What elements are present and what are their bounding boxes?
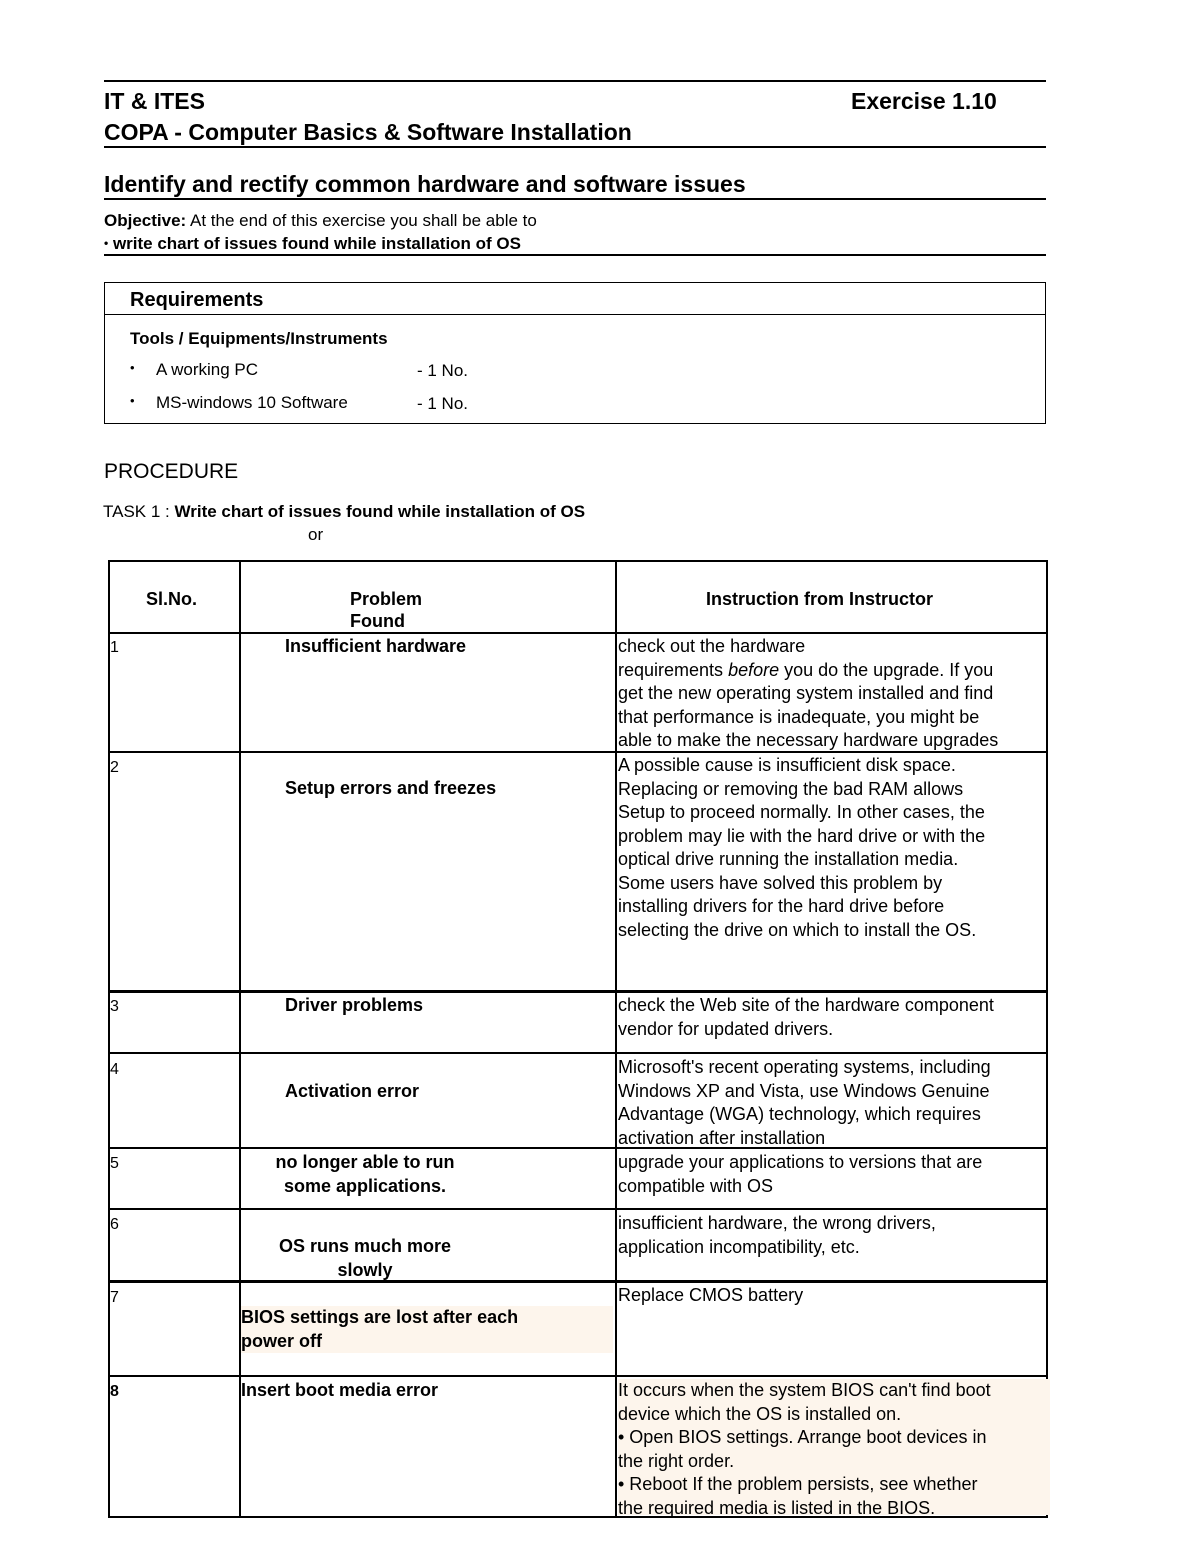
requirement-name: MS-windows 10 Software [156, 393, 348, 412]
instruction-cell [618, 1284, 1050, 1308]
problem-line: BIOS settings are lost after each [241, 1307, 519, 1327]
instruction-line: Advantage (WGA) technology, which requires [618, 1104, 981, 1124]
title-rule [104, 198, 1046, 200]
header-sl-no: Sl.No. [146, 589, 198, 609]
instruction-line: that performance is inadequate, you might be [618, 706, 980, 727]
row-number: 7 [110, 1289, 119, 1306]
instruction-line: able to make the necessary hardware upgrades [618, 730, 999, 750]
column-divider [615, 562, 617, 1516]
objective [104, 211, 537, 231]
header-instruction: Instruction from Instructor [706, 589, 934, 609]
requirement-item [130, 393, 348, 413]
objective-item [104, 234, 521, 254]
row-divider [110, 990, 1046, 993]
objective-item-text: write chart of issues found while installation of OS [112, 234, 521, 253]
instruction-line: selecting the drive on which to install the OS. [618, 919, 977, 940]
instruction-line: It occurs when the system BIOS can't find boot [618, 1380, 991, 1400]
problem-cell [285, 777, 496, 801]
problem-line: OS runs much more [278, 1236, 452, 1256]
instruction-line: requirements before you do the upgrade. If you [618, 659, 994, 680]
issues-table [108, 560, 1048, 1518]
requirement-name: A working PC [156, 360, 259, 379]
row-number: 5 [110, 1155, 119, 1172]
task-label: TASK 1 : [103, 502, 170, 521]
objective-label: Objective: [104, 211, 187, 230]
column-divider [239, 562, 241, 1516]
objective-bullet: • [104, 236, 109, 250]
instruction-line: device which the OS is installed on. [618, 1403, 902, 1424]
row-divider [110, 1052, 1046, 1054]
instruction-line: Windows XP and Vista, use Windows Genuine [618, 1080, 990, 1101]
header-rule [104, 146, 1046, 148]
problem-cell [285, 1080, 419, 1104]
problem-cell [240, 1151, 490, 1198]
instruction-cell [618, 1056, 1050, 1150]
row-divider [110, 1208, 1046, 1210]
problem-cell [241, 1379, 438, 1403]
objective-rule [104, 254, 1046, 256]
instruction-cell [618, 1151, 1050, 1198]
instruction-line: Replacing or removing the bad RAM allows [618, 778, 964, 799]
instruction-line: optical drive running the installation media. [618, 849, 959, 869]
problem-line: Insert boot media error [241, 1380, 439, 1400]
problem-cell [285, 635, 466, 659]
instruction-line: • Open BIOS settings. Arrange boot devices in [618, 1427, 987, 1447]
header-problem: Problem [350, 589, 423, 609]
problem-line: slowly [337, 1259, 393, 1280]
instruction-line: get the new operating system installed and find [618, 683, 994, 703]
top-rule [104, 80, 1046, 82]
problem-line: Setup errors and freezes [285, 778, 497, 798]
problem-line: no longer able to run [275, 1152, 455, 1172]
instruction-cell [618, 1379, 1050, 1518]
org-label: IT & ITES [104, 88, 205, 114]
requirements-box [104, 282, 1046, 424]
exercise-number: Exercise 1.10 [851, 88, 997, 114]
problem-line: Activation error [285, 1081, 420, 1101]
instruction-cell [618, 635, 1050, 753]
instruction-line: problem may lie with the hard drive or with the [618, 825, 986, 846]
instruction-line: application incompatibility, etc. [618, 1236, 860, 1257]
requirement-bullet: • [130, 393, 135, 408]
page-title: Identify and rectify common hardware and software issues [104, 171, 746, 197]
instruction-line: compatible with OS [618, 1175, 774, 1196]
instruction-line: check out the hardware [618, 636, 806, 656]
tools-subtitle: Tools / Equipments/Instruments [130, 329, 388, 348]
instruction-line: • Reboot If the problem persists, see whether [618, 1474, 978, 1494]
row-number: 3 [110, 998, 119, 1015]
instruction-cell [618, 1212, 1050, 1259]
instruction-line: Some users have solved this problem by [618, 872, 943, 893]
requirement-qty: - 1 No. [417, 394, 469, 413]
row-divider [110, 632, 1046, 634]
instruction-line: the right order. [618, 1450, 735, 1471]
objective-text: At the end of this exercise you shall be able to [190, 211, 537, 230]
problem-line: Insufficient hardware [285, 636, 467, 656]
header-problem-found: Found [350, 611, 405, 631]
requirement-qty: - 1 No. [417, 361, 469, 380]
instruction-line: upgrade your applications to versions that are [618, 1152, 983, 1172]
task-title: Write chart of issues found while installation of OS [174, 502, 586, 521]
problem-cell [285, 994, 423, 1018]
instruction-line: insufficient hardware, the wrong drivers, [618, 1213, 936, 1233]
instruction-line: Microsoft's recent operating systems, including [618, 1057, 991, 1077]
requirement-bullet: • [130, 360, 135, 375]
requirements-header [105, 283, 1045, 315]
instruction-line: check the Web site of the hardware component [618, 995, 994, 1015]
procedure-heading: PROCEDURE [104, 460, 239, 483]
instruction-cell [618, 994, 1050, 1041]
problem-cell [241, 1306, 613, 1353]
row-number: 2 [110, 759, 119, 776]
instruction-line: installing drivers for the hard drive before [618, 896, 945, 916]
row-number: 6 [110, 1216, 119, 1233]
row-number: 8 [110, 1383, 119, 1400]
instruction-line: A possible cause is insufficient disk space. [618, 755, 956, 775]
problem-line: Driver problems [285, 995, 424, 1015]
instruction-line: vendor for updated drivers. [618, 1018, 834, 1039]
instruction-line: Replace CMOS battery [618, 1285, 804, 1305]
task-line [103, 502, 585, 522]
requirements-title: Requirements [130, 289, 264, 311]
instruction-cell [618, 754, 1050, 942]
instruction-line: the required media is listed in the BIOS. [618, 1497, 936, 1518]
module-title: COPA - Computer Basics & Software Installation [104, 119, 632, 145]
row-number: 4 [110, 1061, 119, 1078]
problem-line: power off [241, 1330, 322, 1351]
row-number: 1 [110, 639, 119, 656]
instruction-line: Setup to proceed normally. In other cases, the [618, 802, 985, 822]
requirement-item [130, 360, 258, 380]
problem-line: some applications. [283, 1175, 447, 1196]
problem-cell [240, 1235, 490, 1282]
instruction-line: activation after installation [618, 1127, 826, 1148]
or-text: or [308, 525, 324, 544]
row-divider [110, 1375, 1046, 1377]
